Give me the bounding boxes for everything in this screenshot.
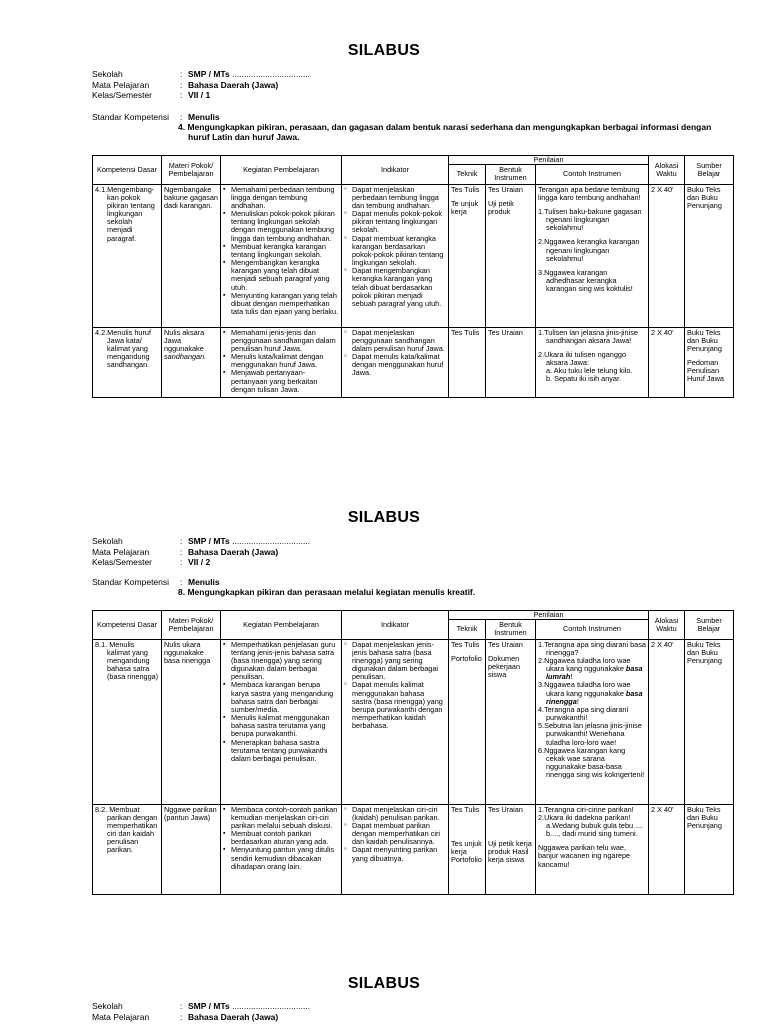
col-bentuk: Bentuk Instrumen <box>486 620 536 639</box>
table-row: 8.1. Menulis kalimat yang mengandung bahasa satra (basa rinengga) Nulis ukara nggunakake basa rinengga ▪ Memperhatikan penjelasan guru tentang jenis-jenis bahasa satra (basa rinengga) yang sering digunakan dalam berbagai penulisan. ▪ Membaca karangan berupa karya sastra yang mengandung bahasa satra dari berbagai sumber/media. ▪ Menulis kalimat menggunakan bahasa sastra terutama yang berupa purwakanthi. ▪ Menerapkan bahasa sastra terutama tentang purwakanthi dalam berbagai penulisan. ◦ Dapat menjelaskan jenis-jenis bahasa satra (basa rinengga) yang sering digunakan dalam berbagai penulisan. ◦ Dapat menulis kalimat menggunakan bahasa sastra (basa rinengga) yang berupa purwakanthi dengan memperhatikan kaidah berbahasa. Tes Tulis Portofolio Tes Uraian Dokumen pekerjaan siswa 1.Terangna apa sing diarani basa rinengga? 2.Nggawea tuladha loro wae ukara kang nggunakake basa lumrah! 3.Nggawea tuladha loro wae ukara kang nggunakake basa rinengga! 4.Terangna apa sing diarani purwakanthi! 5.Sebutna lan jelasna jinis-jinise purwakanthi! Wenehana tuladha loro-loro wae! 6.Nggawea karangan kang cekak wae sarana nggunakake basa-basa rinengga sing wis kokngerteni! 2 X 40' Buku Teks dan Buku Penunjang <box>93 639 734 804</box>
col-kd: Kompetensi Dasar <box>93 611 162 640</box>
col-alokasi: Alokasi Waktu <box>649 156 685 185</box>
meta-row-sekolah: Sekolah : SMP / MTs ................................. <box>92 536 311 546</box>
meta-block <box>92 70 310 102</box>
col-alokasi: Alokasi Waktu <box>649 611 685 640</box>
standar-kompetensi: Standar Kompetensi : Menulis 8. Mengungkapkan pikiran dan perasaan melalui kegiatan menulis kreatif. <box>92 577 476 597</box>
col-kegiatan: Kegiatan Pembelajaran <box>221 611 342 640</box>
col-bentuk: Bentuk Instrumen <box>486 165 536 184</box>
col-sumber: Sumber Belajar <box>685 611 734 640</box>
meta-row-mapel: Mata Pelajaran : Bahasa Daerah (Jawa) <box>92 79 279 90</box>
meta-row-sekolah: Sekolah : SMP / MTs ................................. <box>92 1001 311 1011</box>
table-row: 4.1.Mengembang-kan pokok pikiran tentang lingkungan sekolah menjadi paragraf. Ngembangake bakune gagasan dadi karangan. ▪ Memahami perbedaan tembung lingga dengan tembung andhahan. ▪ Menuliskan pokok-pokok pikiran tentang lingkungan sekolah dengan menggunakan tembung lingga dan tembung andhahan. ▪ Membuat kerangka karangan tentang lingkungan sekolah. ▪ Mengembangkan kerangka karangan yang telah dibuat menjadi sebuah paragraf yang utuh. ▪ Menyunting karangan yang telah dibuat dengan memperhatikan tata tulis dan ejaan yang berlaku. ◦ Dapat menjelaskan perbedaan tembung lingga dan tembung andhahan. ◦ Dapat menulis pokok-pokok pikiran tentang lingkungan sekolah. ◦ Dapat membuat kerangka karangan berdasarkan pokok-pokok pikiran tentang lingkungan sekolah. ◦ Dapat mengembangkan kerangka karangan yang telah dibuat berdasarkan pokok pikiran menjadi sebuah paragraf yang utuh. Tes Tulis Te unjuk kerja Tes Uraian Uji petik produk Terangan apa bedane tembung lingga karo tembung andhahan! 1.Tulisen baku-bakune gagasan ngenani lingkungan sekolahmu! 2.Nggawea kerangka karangan ngenani lingkungan sekolahmu! 3.Nggawea karangan adhedhasar kerangka karangan sing wis koktulis! 2 X 40' Buku Teks dan Buku Penunjang <box>93 184 734 327</box>
meta-row-sekolah: Sekolah : SMP / MTs ................................. <box>92 69 311 79</box>
page-title: SILABUS <box>347 509 421 526</box>
meta-row-mapel: Mata Pelajaran : Bahasa Daerah (Jawa) <box>92 546 279 557</box>
page-title: SILABUS <box>347 42 421 59</box>
col-sumber: Sumber Belajar <box>685 156 734 185</box>
page-title: SILABUS <box>347 975 421 992</box>
col-indikator: Indikator <box>342 611 449 640</box>
table-row: 8.2. Membuat parikan dengan memperhatikan ciri dan kaidah penulisan parikan. Nggawe parikan (pantun Jawa) ▪ Membaca contoh-contoh parikan kemudian menjelaskan ciri-ciri parikan melalui sebuah diskusi. ▪ Membuat contoh parikan berdasarkan aturan yang ada. ▪ Menyuntung pantun yang ditulis sendiri kemudian dibacakan dihadapan orang lain. ◦ Dapat menjelaskan ciri-ciri (kaidah) penulisan parikan. ◦ Dapat membuat parikan dengan memperhatikan ciri dan kaidah penulisannya. ◦ Dapat menyunting parikan yang dibuatnya. Tes Tulis Tes unjuk kerja Portofolio Tes Uraian Uji petik kerja produk Hasil kerja siswa 1.Terangna ciri-cirine parikan! 2.Ukara iki dadekna parikan! a.Wedang bubuk gula tebu .... b...., dadi murid sing tumeni. Nggawea parikan telu wae, banjur wacanen ing ngarepe kancamu! 2 X 40' Buku Teks dan Buku Penunjang <box>93 804 734 894</box>
standar-kompetensi: Standar Kompetensi : Menulis 4. Mengungkapkan pikiran, perasaan, dan gagasan dalam bentuk narasi sederhana dan mengungkapkan berbagai informasi dengan huruf Latin dan huruf Jawa. <box>92 112 712 142</box>
col-kd: Kompetensi Dasar <box>93 156 162 185</box>
col-contoh: Contoh Instrumen <box>536 165 649 184</box>
silabus-table <box>92 155 734 398</box>
col-penilaian: Penilaian <box>449 611 649 620</box>
meta-block <box>92 537 310 569</box>
col-materi: Materi Pokok/ Pembelajaran <box>162 156 221 185</box>
meta-block <box>92 1002 310 1023</box>
meta-row-kelas: Kelas/Semester : VII / 2 <box>92 557 211 567</box>
col-teknik: Teknik <box>449 165 486 184</box>
col-contoh: Contoh Instrumen <box>536 620 649 639</box>
meta-row-mapel: Mata Pelajaran : Bahasa Daerah (Jawa) <box>92 1011 279 1022</box>
col-materi: Materi Pokok/ Pembelajaran <box>162 611 221 640</box>
col-teknik: Teknik <box>449 620 486 639</box>
col-penilaian: Penilaian <box>449 156 649 165</box>
table-row: 4.2.Menulis huruf Jawa kata/ kalimat yang mengandung sandhangan. Nulis aksara Jawa nggunakake sandhangan. ▪ Memahami jenis-jenis dan penggunaan sandhangan dalam penulisan huruf Jawa. ▪ Menulis kata/kalimat dengan menggunakan huruf Jawa. ▪ Menjawab pertanyaan-pertanyaan yang berkaitan dengan tulisan Jawa. ◦ Dapat menjelaskan penggunaan sandhangan dalam penulisan huruf Jawa. ◦ Dapat menulis kata/kalimat dengan menggunakan huruf Jawa. Tes Tulis Tes Uraian 1.Tulisen lan jelasna jinis-jinise sandhangan aksara Jawa! 2.Ukara iki tulisen nganggo aksara Jawa: a. Aku tuku lele telung kilo. b. Sepatu iki isih anyar. 2 X 40' Buku Teks dan Buku Penunjang Pedoman Penulisan Huruf Jawa <box>93 327 734 397</box>
meta-row-kelas: Kelas/Semester : VII / 1 <box>92 90 211 100</box>
col-indikator: Indikator <box>342 156 449 185</box>
col-kegiatan: Kegiatan Pembelajaran <box>221 156 342 185</box>
silabus-table <box>92 610 734 895</box>
